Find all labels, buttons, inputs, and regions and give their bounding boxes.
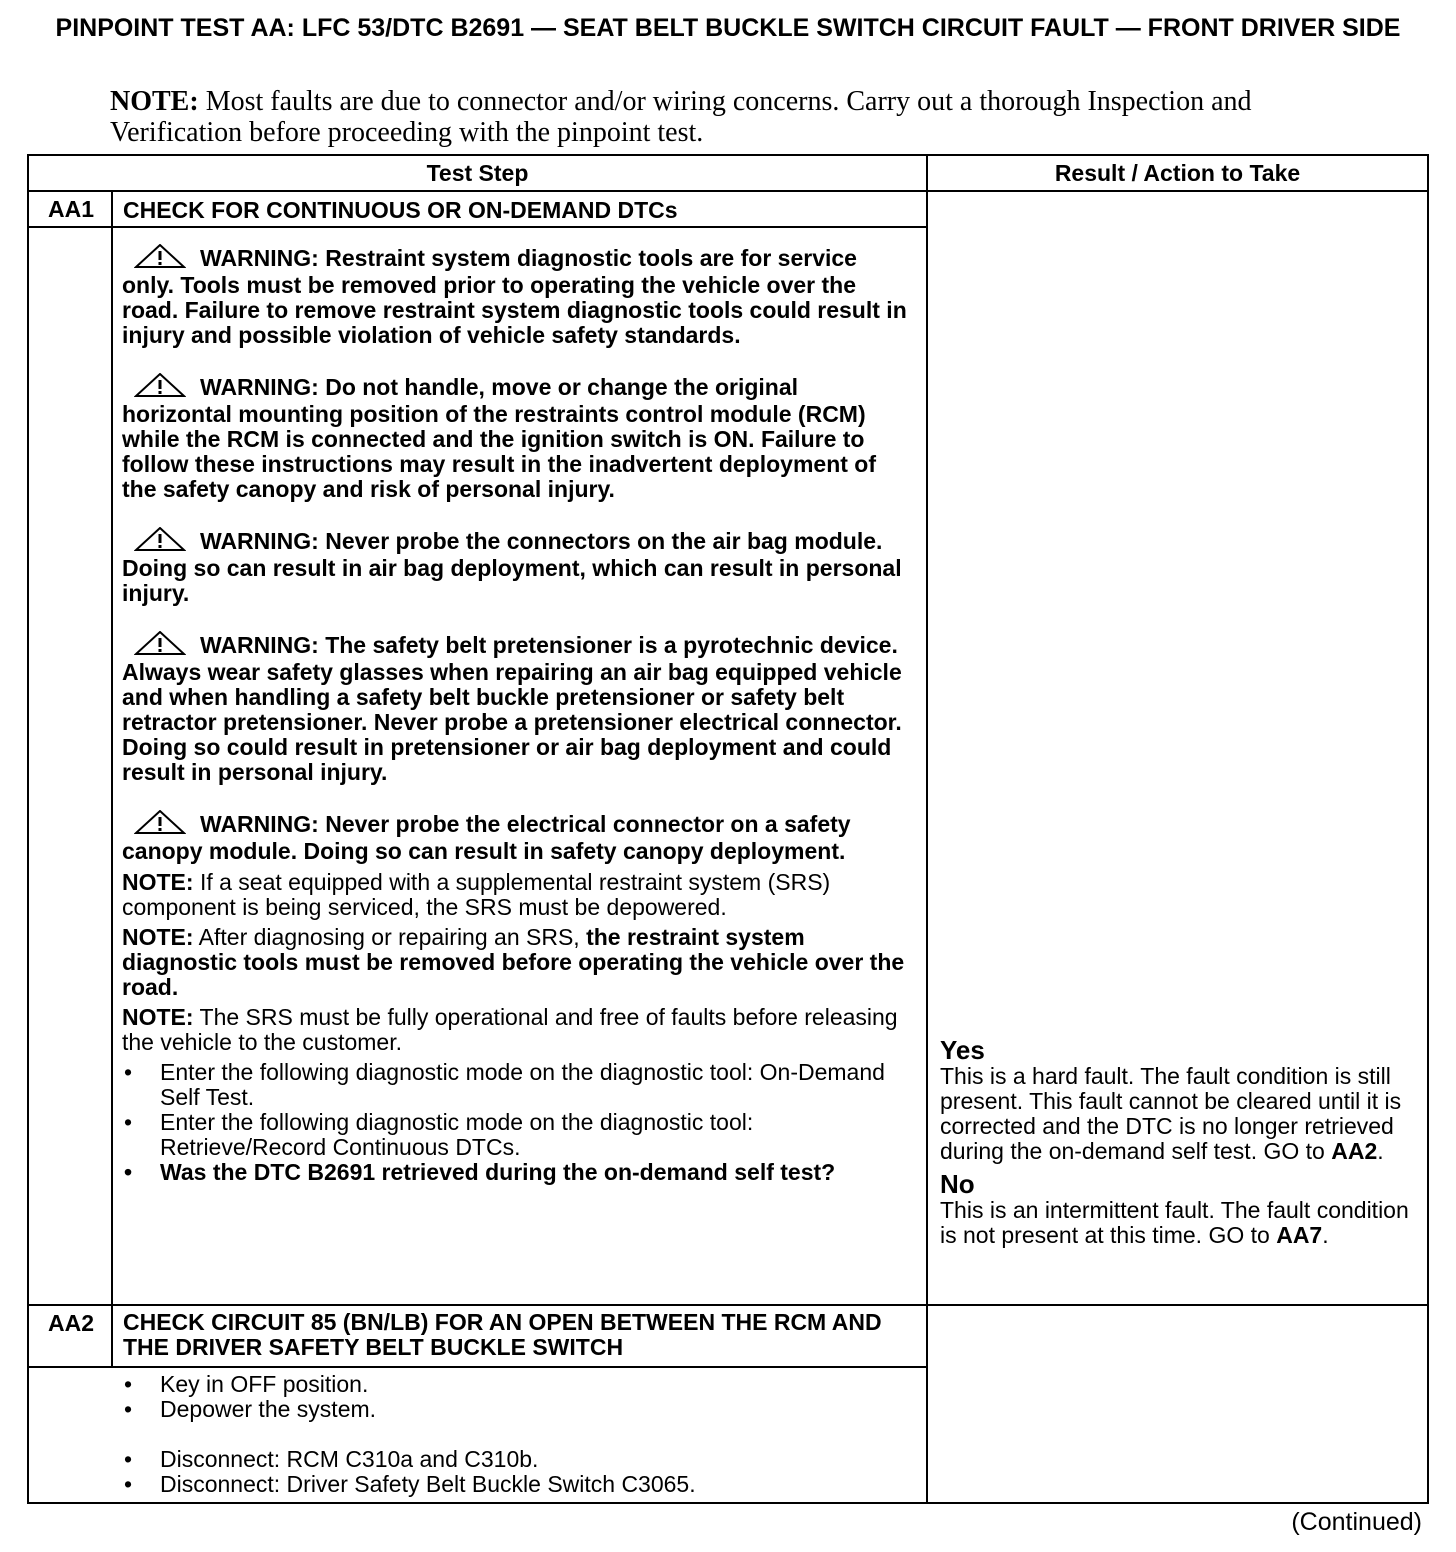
continued-label: (Continued) — [1291, 1508, 1422, 1536]
warning-4-text: WARNING: The safety belt pretensioner is a pyrotechnic device. Always wear safety glasses when repairing an air bag equipped vehicle and when handling a safety belt buckle pretensioner or safety belt retractor pretensioner. Never probe a pretensioner electrical connector. Doing so could result in pretensioner or air bag deployment and could result in personal injury. — [122, 632, 902, 785]
warning-4 — [122, 631, 912, 785]
aa2-steps-b — [122, 1447, 912, 1497]
intro-note — [110, 86, 1310, 148]
note-1-label: NOTE: — [122, 869, 194, 895]
aa1-question: • Was the DTC B2691 retrieved during the on-demand self test? — [122, 1160, 912, 1185]
warning-5 — [122, 810, 912, 864]
aa1-steps — [122, 1060, 912, 1185]
id-divider-aa1 — [111, 192, 113, 1308]
warning-2 — [122, 373, 912, 502]
warning-triangle-icon — [134, 631, 194, 660]
step-title-aa2: CHECK CIRCUIT 85 (BN/LB) FOR AN OPEN BETWEEN THE RCM AND THE DRIVER SAFETY BELT BUCKLE SWITCH — [123, 1309, 882, 1360]
warning-triangle-icon — [134, 810, 194, 839]
goto-aa7-link[interactable]: AA7 — [1276, 1222, 1323, 1248]
aa2-content — [122, 1372, 912, 1497]
note-3-label: NOTE: — [122, 1004, 194, 1030]
note-2-label: NOTE: — [122, 924, 194, 950]
step-id-aa2: AA2 — [47, 1310, 94, 1336]
list-item: • Depower the system. — [122, 1397, 912, 1422]
intro-note-label: NOTE: — [110, 86, 199, 117]
warning-1 — [122, 244, 912, 348]
warning-triangle-icon — [134, 373, 194, 402]
yes-text: This is a hard fault. The fault condition is still present. This fault cannot be cleared until it is corrected and the DTC is no longer retrieved during the on-demand self test. GO to — [940, 1063, 1402, 1164]
warning-3 — [122, 527, 912, 606]
header-test-step: Test Step — [426, 160, 529, 186]
warning-2-text: WARNING: Do not handle, move or change the original horizontal mounting position of the restraints control module (RCM) while the RCM is connected and the ignition switch is ON. Failure to follow these instructions may result in the inadvertent deployment of the safety canopy and risk of personal injury. — [122, 374, 877, 502]
no-result: No This is an intermittent fault. The fault condition is not present at this time. GO to AA7. — [940, 1169, 1409, 1248]
aa1-result — [940, 1036, 1424, 1254]
page-title: PINPOINT TEST AA: LFC 53/DTC B2691 — SEAT BELT BUCKLE SWITCH CIRCUIT FAULT — FRONT DRIVER SIDE — [55, 14, 1401, 42]
note-2-text: After diagnosing or repairing an SRS, — [193, 924, 587, 950]
list-item: • Disconnect: Driver Safety Belt Buckle Switch C3065. — [122, 1472, 912, 1497]
step-id-aa1: AA1 — [47, 196, 94, 222]
no-text: This is an intermittent fault. The fault condition is not present at this time. GO to — [940, 1197, 1409, 1248]
aa2-steps-a — [122, 1372, 912, 1422]
yes-label: Yes — [940, 1035, 985, 1065]
no-label: No — [940, 1169, 975, 1199]
aa1-content — [122, 244, 912, 1185]
list-item: • Key in OFF position. — [122, 1372, 912, 1397]
list-item: • Enter the following diagnostic mode on the diagnostic tool: On-Demand Self Test. — [122, 1060, 912, 1110]
warning-triangle-icon — [134, 244, 194, 273]
intro-note-text: Most faults are due to connector and/or wiring concerns. Carry out a thorough Inspection and Verification before proceeding with the pinpoint test. — [110, 86, 1252, 148]
yes-result: Yes This is a hard fault. The fault condition is still present. This fault cannot be cleared until it is corrected and the DTC is no longer retrieved during the on-demand self test. GO to AA2. — [940, 1035, 1402, 1164]
note-2-bold: the restraint system diagnostic tools must be removed before operating the vehicle over the road. — [122, 924, 905, 1000]
warning-5-text: WARNING: Never probe the electrical connector on a safety canopy module. Doing so can result in safety canopy deployment. — [122, 811, 851, 864]
aa1-title-rule — [29, 226, 926, 228]
header-rule — [29, 190, 1427, 192]
column-divider — [926, 156, 928, 1502]
aa1-end-rule — [29, 1304, 1427, 1306]
note-1-text: If a seat equipped with a supplemental restraint system (SRS) component is being serviced, the SRS must be depowered. — [122, 869, 831, 920]
note-1 — [122, 870, 912, 920]
note-2 — [122, 925, 912, 1000]
warning-1-text: WARNING: Restraint system diagnostic tools are for service only. Tools must be removed prior to operating the vehicle over the road. Failure to remove restraint system diagnostic tools could result in injury and possible violation of vehicle safety standards. — [122, 245, 907, 348]
warning-triangle-icon — [134, 527, 194, 556]
list-item: • Disconnect: RCM C310a and C310b. — [122, 1447, 912, 1472]
header-result: Result / Action to Take — [1054, 160, 1301, 186]
step-title-aa1: CHECK FOR CONTINUOUS OR ON-DEMAND DTCs — [123, 197, 678, 223]
note-3 — [122, 1005, 912, 1055]
note-3-text: The SRS must be fully operational and free of faults before releasing the vehicle to the customer. — [122, 1004, 898, 1055]
list-item: • Enter the following diagnostic mode on the diagnostic tool: Retrieve/Record Continuous DTCs. — [122, 1110, 912, 1160]
goto-aa2-link[interactable]: AA2 — [1331, 1138, 1378, 1164]
warning-3-text: WARNING: Never probe the connectors on the air bag module. Doing so can result in air bag deployment, which can result in personal injury. — [122, 528, 902, 606]
aa2-title-rule — [29, 1366, 926, 1368]
